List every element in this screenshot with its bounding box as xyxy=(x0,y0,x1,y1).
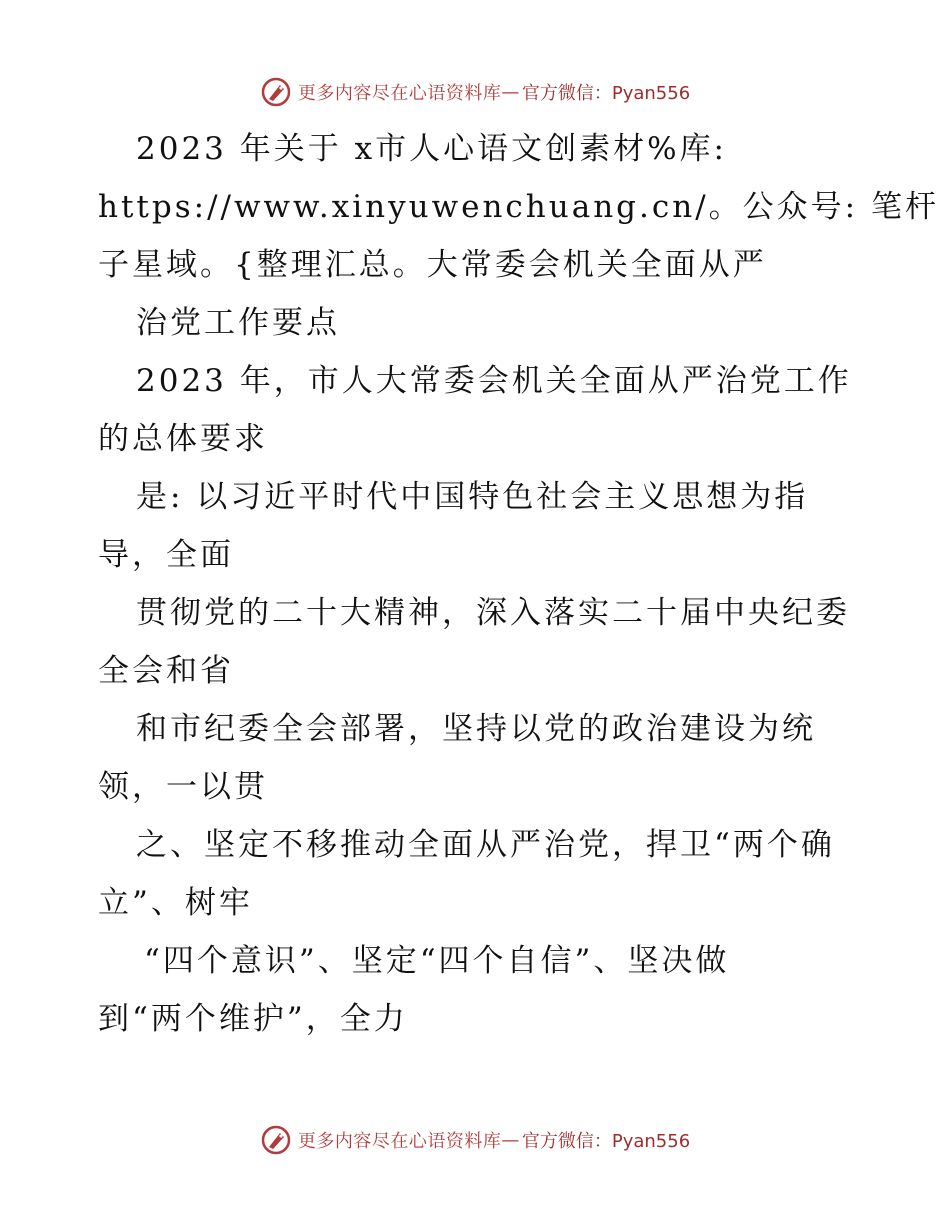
header-watermark xyxy=(0,72,950,112)
document-body xyxy=(98,120,939,1048)
text-line: 和市纪委全会部署，坚持以党的政治建设为统 xyxy=(136,711,816,747)
text-line: 的总体要求 xyxy=(98,421,268,457)
text-line: 领，一以贯 xyxy=(98,769,268,805)
text-line: 全会和省 xyxy=(98,653,234,689)
text-line: 贯彻党的二十大精神，深入落实二十届中央纪委 xyxy=(136,595,850,631)
text-line: 子星域。{整理汇总。大常委会机关全面从严 xyxy=(98,247,767,283)
watermark-text: 更多内容尽在心语资料库 xyxy=(297,83,502,104)
watermark-dash: — xyxy=(501,81,520,103)
text-line: 到“两个维护”，全力 xyxy=(98,1001,408,1037)
pen-nib-logo-icon xyxy=(260,1124,292,1156)
text-line: 治党工作要点 xyxy=(136,305,340,341)
text-line: https://www.xinyuwenchuang.cn/。公众号: 笔杆 xyxy=(98,189,939,225)
text-line: 之、坚定不移推动全面从严治党，捍卫“两个确 xyxy=(136,827,835,863)
text-line: 导，全面 xyxy=(98,537,234,573)
watermark-dash: — xyxy=(501,1129,520,1151)
text-line: 是: 以习近平时代中国特色社会主义思想为指 xyxy=(136,479,809,515)
text-line: 2023 年关于 x市人心语文创素材%库: xyxy=(136,131,727,167)
watermark-text: 更多内容尽在心语资料库 xyxy=(297,1131,502,1152)
text-line: 立”、树牢 xyxy=(98,885,253,921)
pen-nib-logo-icon xyxy=(260,76,292,108)
footer-watermark xyxy=(0,1120,950,1160)
watermark-suffix: 官方微信：Pyan556 xyxy=(521,83,691,104)
watermark-suffix: 官方微信：Pyan556 xyxy=(521,1131,691,1152)
text-line: “四个意识”、坚定“四个自信”、坚决做 xyxy=(144,943,730,979)
text-line: 2023 年，市人大常委会机关全面从严治党工作 xyxy=(136,363,852,399)
